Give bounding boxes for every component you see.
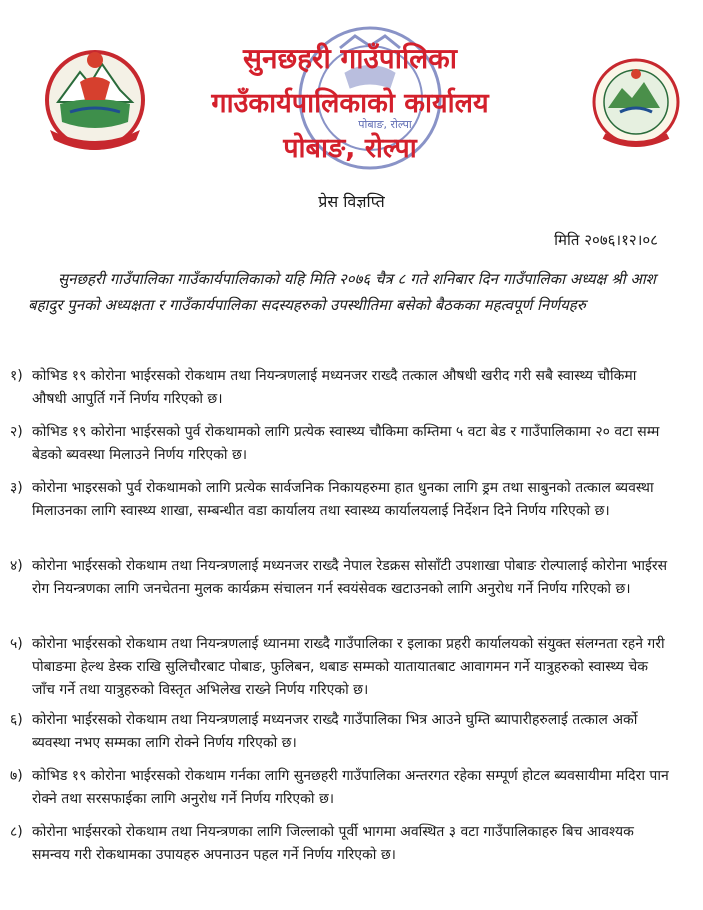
decision-number: ७) xyxy=(10,768,23,784)
office-title: गाउँकार्यपालिकाको कार्यालय xyxy=(211,88,489,119)
municipality-name: सुनछहरी गाउँपालिका xyxy=(243,42,457,75)
decision-number: ४) xyxy=(10,558,23,574)
nepal-emblem-logo xyxy=(40,42,150,154)
decision-text: कोरोना भाईरसको रोकथाम तथा नियन्त्रणलाई ध्यानमा राख्दै गाउँपालिका र इलाका प्रहरी कार्यालयको संयुक्त संलग्नता रहने गरी पोबाङमा हेल्थ डेस्क राखि सुलिचौरबाट पोबाङ, फुलिबन, थबाङ सम्मको यातायातबाट आवागमन गर्ने यात्रुहरुको स्वास्थ्य चेक जाँच गर्ने तथा यात्रुहरुको विस्तृत अभिलेख राख्ने निर्णय गरिएको छ। xyxy=(32,636,665,698)
decision-item xyxy=(10,821,670,867)
office-location: पोबाङ, रोल्पा xyxy=(283,133,417,164)
press-release-title: प्रेस विज्ञप्ति xyxy=(318,192,385,211)
decision-text: कोरोना भाईरसको रोकथाम तथा नियन्त्रणलाई मध्यनजर राख्दै गाउँपालिका भित्र आउने घुम्ति ब्यापारीहरुलाई तत्काल अर्को ब्यवस्था नभए सम्मका लागि रोक्ने निर्णय गरिएको छ। xyxy=(32,712,638,751)
decision-item xyxy=(10,555,670,601)
decision-item xyxy=(10,421,670,467)
stamp-text: पोबाङ, रोल्पा xyxy=(358,118,412,131)
decision-item xyxy=(10,477,670,523)
decision-text: कोभिड १९ कोरोना भाईरसको पुर्व रोकथामको लागि प्रत्येक स्वास्थ्य चौकिमा कम्तिमा ५ वटा बेड र गाउँपालिकामा २० वटा सम्म बेडको ब्यवस्था मिलाउने निर्णय गरिएको छ। xyxy=(32,424,660,463)
decision-number: ६) xyxy=(10,712,23,728)
decision-number: १) xyxy=(10,368,23,384)
intro-paragraph xyxy=(28,266,678,318)
intro-text: सुनछहरी गाउँपालिका गाउँकार्यपालिकाको यहि मिति २०७६ चैत्र ८ गते शनिबार दिन गाउँपालिका अध्यक्ष श्री आश बहादुर पुनको अध्यक्षता र गाउँकार्यपालिका सदस्यहरुको उपस्थीतिमा बसेको बैठकका महत्वपूर्ण निर्णयहरु xyxy=(28,270,656,314)
decision-item xyxy=(10,365,670,411)
decision-text: कोभिड १९ कोरोना भाईरसको रोकथाम तथा नियन्त्रणलाई मध्यनजर राख्दै तत्काल औषधी खरीद गरी सबै स्वास्थ्य चौकिमा औषधी आपुर्ति गर्ने निर्णय गरिएको छ। xyxy=(32,368,637,407)
decision-text: कोरोना भाइरसको पुर्व रोकथामको लागि प्रत्येक सार्वजनिक निकायहरुमा हात धुनका लागि ड्रम तथा साबुनको तत्काल ब्यवस्था मिलाउनका लागि स्वास्थ्य शाखा, सम्बन्धीत वडा कार्यालय तथा स्वास्थ्य कार्यालयलाई निर्देशन दिने निर्णय गरिएको छ। xyxy=(32,480,654,519)
municipality-logo xyxy=(590,52,682,154)
decision-item xyxy=(10,633,670,702)
decision-number: २) xyxy=(10,424,23,440)
decision-number: ८) xyxy=(10,824,23,840)
decision-number: ३) xyxy=(10,480,23,496)
decision-number: ५) xyxy=(10,636,23,652)
decision-text: कोरोना भाईरसको रोकथाम तथा नियन्त्रणलाई मध्यनजर राख्दै नेपाल रेडक्रस सोसाँटी उपशाखा पोबाङ रोल्पालाई कोरोना भाईरस रोग नियन्त्रणका लागि जनचेतना मुलक कार्यक्रम संचालन गर्न स्वयंसेवक खटाउनको लागि अनुरोध गर्ने निर्णय गरिएको छ। xyxy=(32,558,668,597)
date-line: मिति २०७६।१२।०८ xyxy=(554,231,658,249)
decision-text: कोभिड १९ कोरोना भाईरसको रोकथाम गर्नका लागि सुनछहरी गाउँपालिका अन्तरगत रहेका सम्पूर्ण होटल ब्यवसायीमा मदिरा पान रोक्ने तथा सरसफाईका लागि अनुरोध गर्ने निर्णय गरिएको छ। xyxy=(32,768,669,807)
letterhead xyxy=(0,0,703,170)
decision-text: कोरोना भाईसरको रोकथाम तथा नियन्त्रणका लागि जिल्लाको पूर्वी भागमा अवस्थित ३ वटा गाउँपालिकाहरु बिच आवश्यक समन्वय गरी रोकथामका उपायहरु अपनाउन पहल गर्ने निर्णय गरिएको छ। xyxy=(32,824,634,863)
decision-item xyxy=(10,765,670,811)
decision-item xyxy=(10,709,670,755)
